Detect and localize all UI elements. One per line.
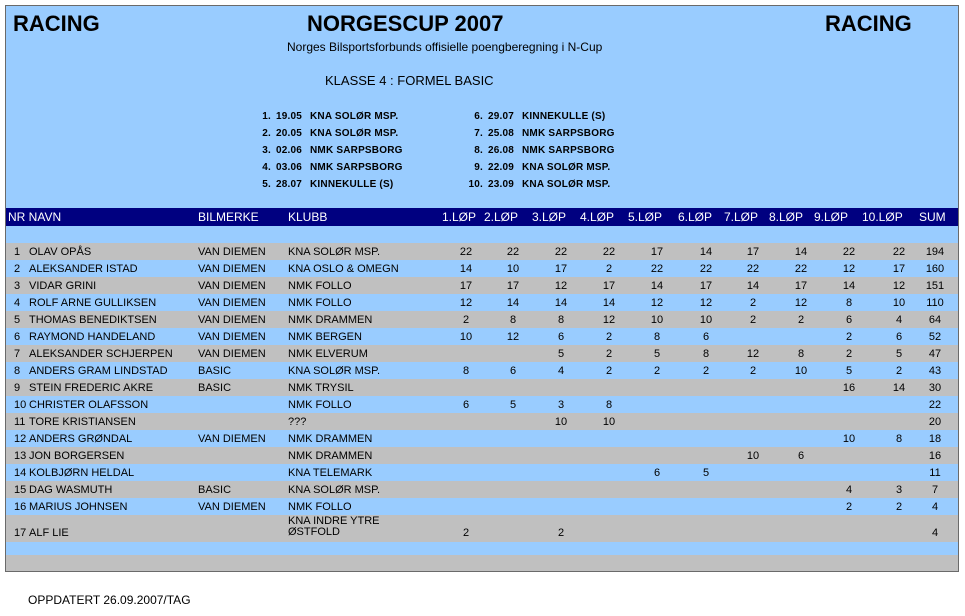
cell-lop-9: 12 <box>842 263 856 275</box>
cell-klubb: NMK FOLLO <box>288 501 352 513</box>
results-sheet <box>5 5 959 572</box>
cell-lop-2: 17 <box>506 280 520 292</box>
cell-lop-3: 8 <box>557 314 565 326</box>
race-number: 6. <box>474 111 483 122</box>
cell-lop-7: 12 <box>746 348 760 360</box>
cell-lop-7: 2 <box>749 314 757 326</box>
table-row <box>6 413 958 430</box>
table-row <box>6 328 958 345</box>
race-date: 23.09 <box>488 179 515 190</box>
cell-lop-5: 5 <box>653 348 661 360</box>
table-row <box>6 362 958 379</box>
cell-klubb: NMK FOLLO <box>288 297 352 309</box>
col-lop-8: 8.LØP <box>769 210 804 224</box>
cell-sum: 64 <box>928 314 942 326</box>
cell-lop-10: 17 <box>892 263 906 275</box>
cell-navn: KOLBJØRN HELDAL <box>29 467 135 479</box>
race-venue: KNA SOLØR MSP. <box>522 179 611 190</box>
table-spacer <box>6 542 958 555</box>
cell-lop-9: 2 <box>845 501 853 513</box>
cell-navn: THOMAS BENEDIKTSEN <box>29 314 157 326</box>
cell-navn: RAYMOND HANDELAND <box>29 331 156 343</box>
cell-sum: 194 <box>925 246 945 258</box>
table-spacer <box>6 226 958 243</box>
cell-lop-9: 22 <box>842 246 856 258</box>
cell-sum: 110 <box>926 297 944 309</box>
cell-lop-7: 22 <box>746 263 760 275</box>
cell-lop-9: 6 <box>845 314 853 326</box>
cell-lop-1: 8 <box>462 365 470 377</box>
table-row <box>6 464 958 481</box>
cell-klubb: ??? <box>288 416 307 428</box>
cell-lop-10: 6 <box>895 331 903 343</box>
race-date: 22.09 <box>488 162 515 173</box>
race-venue: NMK SARPSBORG <box>310 145 403 156</box>
col-lop-10: 10.LØP <box>862 210 903 224</box>
cell-sum: 7 <box>931 484 939 496</box>
cell-navn: ROLF ARNE GULLIKSEN <box>29 297 157 309</box>
cell-nr: 13 <box>14 450 27 462</box>
cell-navn: ALF LIE <box>29 527 69 539</box>
cell-klubb: NMK TRYSIL <box>288 382 354 394</box>
cell-lop-1: 14 <box>459 263 473 275</box>
cell-lop-6: 10 <box>699 314 713 326</box>
cell-klubb: NMK FOLLO <box>288 280 352 292</box>
cell-lop-10: 2 <box>895 501 903 513</box>
cell-nr: 2 <box>14 263 21 275</box>
cell-lop-9: 4 <box>845 484 853 496</box>
col-nr-navn: NR NAVN <box>8 210 62 224</box>
race-date: 25.08 <box>488 128 515 139</box>
subtitle: Norges Bilsportsforbunds offisielle poengberegning i N-Cup <box>287 40 603 54</box>
race-number: 4. <box>262 162 271 173</box>
cell-bilmerke: VAN DIEMEN <box>198 433 266 445</box>
race-number: 1. <box>262 111 271 122</box>
cell-navn: CHRISTER OLAFSSON <box>29 399 149 411</box>
race-entry <box>243 162 403 173</box>
cell-lop-1: 2 <box>462 527 470 539</box>
cell-sum: 20 <box>928 416 942 428</box>
cell-bilmerke: BASIC <box>198 365 232 377</box>
table-header <box>6 208 958 226</box>
cell-navn: MARIUS JOHNSEN <box>29 501 128 513</box>
cell-lop-9: 5 <box>845 365 853 377</box>
cell-lop-2: 6 <box>509 365 517 377</box>
cell-lop-2: 22 <box>506 246 520 258</box>
cell-lop-10: 22 <box>892 246 906 258</box>
table-row <box>6 243 958 260</box>
cell-lop-3: 10 <box>554 416 568 428</box>
cell-lop-10: 14 <box>892 382 906 394</box>
cell-lop-6: 22 <box>699 263 713 275</box>
race-date: 20.05 <box>276 128 303 139</box>
col-lop-6: 6.LØP <box>678 210 713 224</box>
cell-lop-5: 22 <box>650 263 664 275</box>
race-number: 5. <box>262 179 271 190</box>
cell-nr: 14 <box>14 467 27 479</box>
race-venue: NMK SARPSBORG <box>310 162 403 173</box>
cell-lop-6: 17 <box>699 280 713 292</box>
cell-nr: 15 <box>14 484 27 496</box>
cell-lop-5: 2 <box>653 365 661 377</box>
cell-lop-6: 6 <box>702 331 710 343</box>
col-lop-4: 4.LØP <box>580 210 615 224</box>
cell-lop-9: 10 <box>842 433 856 445</box>
race-entry <box>455 162 610 173</box>
cell-bilmerke: VAN DIEMEN <box>198 246 266 258</box>
cell-lop-7: 17 <box>746 246 760 258</box>
table-row <box>6 260 958 277</box>
race-venue: NMK SARPSBORG <box>522 128 615 139</box>
cell-bilmerke: VAN DIEMEN <box>198 331 266 343</box>
race-entry <box>243 128 398 139</box>
table-row <box>6 447 958 464</box>
cell-nr: 11 <box>14 416 26 428</box>
cell-lop-7: 10 <box>746 450 760 462</box>
table-row <box>6 345 958 362</box>
cell-nr: 17 <box>14 527 27 539</box>
cell-lop-10: 10 <box>892 297 906 309</box>
col-lop-3: 3.LØP <box>532 210 567 224</box>
cell-lop-3: 17 <box>554 263 568 275</box>
race-date: 28.07 <box>276 179 303 190</box>
cell-navn: VIDAR GRINI <box>29 280 97 292</box>
cell-lop-10: 5 <box>895 348 903 360</box>
cell-navn: STEIN FREDERIC AKRE <box>29 382 154 394</box>
cell-klubb: NMK DRAMMEN <box>288 433 373 445</box>
table-row <box>6 294 958 311</box>
cell-lop-8: 17 <box>794 280 808 292</box>
cell-klubb: KNA SOLØR MSP. <box>288 246 381 258</box>
cell-lop-8: 2 <box>797 314 805 326</box>
cell-lop-4: 8 <box>605 399 613 411</box>
cell-lop-9: 14 <box>842 280 856 292</box>
cell-lop-5: 14 <box>650 280 664 292</box>
table-row <box>6 277 958 294</box>
race-entry <box>455 145 615 156</box>
cell-lop-1: 6 <box>462 399 470 411</box>
cell-lop-4: 2 <box>605 348 613 360</box>
results-table-body <box>6 243 958 542</box>
cell-nr: 4 <box>14 297 21 309</box>
table-row <box>6 396 958 413</box>
cell-lop-3: 14 <box>554 297 568 309</box>
cell-lop-1: 10 <box>459 331 473 343</box>
col-lop-2: 2.LØP <box>484 210 519 224</box>
race-venue: NMK SARPSBORG <box>522 145 615 156</box>
cell-nr: 1 <box>14 246 21 258</box>
cell-lop-2: 8 <box>509 314 517 326</box>
cell-lop-9: 2 <box>845 348 853 360</box>
race-number: 8. <box>474 145 483 156</box>
cell-sum: 52 <box>928 331 942 343</box>
updated-note: OPPDATERT 26.09.2007/TAG <box>28 593 191 607</box>
cell-sum: 43 <box>928 365 942 377</box>
cell-lop-10: 2 <box>895 365 903 377</box>
cell-lop-4: 22 <box>602 246 616 258</box>
cell-lop-6: 14 <box>699 246 713 258</box>
cell-klubb: KNA OSLO & OMEGN <box>288 263 399 275</box>
cell-lop-6: 8 <box>702 348 710 360</box>
cell-lop-10: 4 <box>895 314 903 326</box>
race-venue: KNA SOLØR MSP. <box>310 128 399 139</box>
col-sum: SUM <box>919 210 946 224</box>
cell-sum: 160 <box>925 263 945 275</box>
cell-lop-7: 2 <box>749 365 757 377</box>
table-row <box>6 430 958 447</box>
cell-nr: 7 <box>14 348 21 360</box>
cell-navn: JON BORGERSEN <box>29 450 125 462</box>
cell-lop-7: 14 <box>746 280 760 292</box>
cell-navn: ANDERS GRAM LINDSTAD <box>29 365 168 377</box>
cell-bilmerke: VAN DIEMEN <box>198 263 266 275</box>
cell-lop-5: 6 <box>653 467 661 479</box>
col-lop-1: 1.LØP <box>442 210 477 224</box>
cell-bilmerke: VAN DIEMEN <box>198 280 266 292</box>
cell-lop-4: 2 <box>605 263 613 275</box>
cell-lop-1: 17 <box>459 280 473 292</box>
cell-bilmerke: BASIC <box>198 484 232 496</box>
cell-lop-4: 2 <box>605 331 613 343</box>
cell-sum: 16 <box>928 450 942 462</box>
cell-lop-5: 12 <box>650 297 664 309</box>
cell-lop-4: 12 <box>602 314 616 326</box>
cell-lop-8: 14 <box>794 246 808 258</box>
race-number: 10. <box>468 179 483 190</box>
cell-bilmerke: VAN DIEMEN <box>198 348 266 360</box>
race-date: 03.06 <box>276 162 303 173</box>
cell-sum: 30 <box>928 382 942 394</box>
cell-navn: ANDERS GRØNDAL <box>29 433 133 445</box>
cell-sum: 22 <box>928 399 942 411</box>
table-row <box>6 498 958 515</box>
race-entry <box>455 111 605 122</box>
page-title: NORGESCUP 2007 <box>307 11 504 36</box>
table-row <box>6 481 958 498</box>
cell-lop-5: 17 <box>650 246 664 258</box>
cell-lop-5: 10 <box>650 314 664 326</box>
cell-lop-4: 17 <box>602 280 616 292</box>
cell-bilmerke: BASIC <box>198 382 232 394</box>
cell-lop-4: 10 <box>602 416 616 428</box>
race-entry <box>243 179 393 190</box>
cell-lop-2: 5 <box>509 399 517 411</box>
race-venue: KINNEKULLE (S) <box>522 111 606 122</box>
cell-navn: DAG WASMUTH <box>29 484 113 496</box>
cell-lop-4: 2 <box>605 365 613 377</box>
race-entry <box>455 179 610 190</box>
cell-lop-8: 6 <box>797 450 805 462</box>
cell-lop-3: 6 <box>557 331 565 343</box>
cell-lop-10: 12 <box>892 280 906 292</box>
cell-klubb: KNA SOLØR MSP. <box>288 365 381 377</box>
cell-lop-1: 22 <box>459 246 473 258</box>
cell-klubb: NMK DRAMMEN <box>288 450 373 462</box>
cell-lop-3: 3 <box>557 399 565 411</box>
table-row <box>6 311 958 328</box>
cell-bilmerke: VAN DIEMEN <box>198 501 266 513</box>
cell-lop-8: 10 <box>794 365 808 377</box>
race-date: 02.06 <box>276 145 303 156</box>
table-row <box>6 515 958 542</box>
cell-lop-6: 12 <box>699 297 713 309</box>
race-number: 7. <box>474 128 483 139</box>
cell-lop-1: 2 <box>462 314 470 326</box>
cell-sum: 18 <box>928 433 942 445</box>
race-entry <box>243 111 398 122</box>
cell-lop-3: 22 <box>554 246 568 258</box>
race-number: 2. <box>262 128 271 139</box>
race-venue: KINNEKULLE (S) <box>310 179 394 190</box>
cell-bilmerke: VAN DIEMEN <box>198 314 266 326</box>
cell-nr: 10 <box>14 399 27 411</box>
cell-klubb: NMK DRAMMEN <box>288 314 373 326</box>
cell-navn: OLAV OPÅS <box>29 246 92 258</box>
race-number: 9. <box>474 162 483 173</box>
cell-lop-2: 14 <box>506 297 520 309</box>
cell-lop-6: 5 <box>702 467 710 479</box>
cell-klubb: NMK FOLLO <box>288 399 352 411</box>
cell-lop-9: 8 <box>845 297 853 309</box>
cell-nr: 5 <box>14 314 21 326</box>
class-title: KLASSE 4 : FORMEL BASIC <box>325 73 494 88</box>
cell-nr: 3 <box>14 280 21 292</box>
col-bilmerke: BILMERKE <box>198 210 259 224</box>
cell-bilmerke: VAN DIEMEN <box>198 297 266 309</box>
cell-nr: 8 <box>14 365 21 377</box>
cell-sum: 11 <box>929 467 941 479</box>
cell-lop-3: 2 <box>557 527 565 539</box>
race-date: 29.07 <box>488 111 515 122</box>
cell-lop-2: 10 <box>506 263 520 275</box>
cell-lop-3: 4 <box>557 365 565 377</box>
table-row <box>6 379 958 396</box>
cell-lop-9: 2 <box>845 331 853 343</box>
cell-nr: 16 <box>14 501 27 513</box>
col-lop-7: 7.LØP <box>724 210 759 224</box>
racing-label-right: RACING <box>825 11 912 36</box>
cell-lop-8: 12 <box>794 297 808 309</box>
cell-lop-9: 16 <box>842 382 856 394</box>
col-lop-9: 9.LØP <box>814 210 849 224</box>
cell-sum: 4 <box>931 527 939 539</box>
race-venue: KNA SOLØR MSP. <box>310 111 399 122</box>
cell-nr: 6 <box>14 331 21 343</box>
cell-navn: TORE KRISTIANSEN <box>29 416 136 428</box>
cell-klubb: NMK BERGEN <box>288 331 362 343</box>
race-entry <box>243 145 403 156</box>
race-venue: KNA SOLØR MSP. <box>522 162 611 173</box>
racing-label-left: RACING <box>13 11 100 36</box>
cell-klubb: KNA INDRE YTRE ØSTFOLD <box>288 515 380 538</box>
cell-lop-10: 8 <box>895 433 903 445</box>
cell-lop-5: 8 <box>653 331 661 343</box>
cell-nr: 12 <box>14 433 27 445</box>
cell-klubb: KNA SOLØR MSP. <box>288 484 381 496</box>
cell-sum: 47 <box>928 348 942 360</box>
cell-lop-6: 2 <box>702 365 710 377</box>
cell-klubb: KNA TELEMARK <box>288 467 373 479</box>
race-date: 19.05 <box>276 111 303 122</box>
cell-lop-3: 5 <box>557 348 565 360</box>
cell-lop-4: 14 <box>602 297 616 309</box>
cell-lop-8: 22 <box>794 263 808 275</box>
cell-lop-3: 12 <box>554 280 568 292</box>
cell-navn: ALEKSANDER ISTAD <box>29 263 138 275</box>
cell-lop-2: 12 <box>506 331 520 343</box>
cell-nr: 9 <box>14 382 21 394</box>
col-lop-5: 5.LØP <box>628 210 663 224</box>
cell-sum: 4 <box>931 501 939 513</box>
table-spacer <box>6 555 958 571</box>
cell-sum: 151 <box>925 280 945 292</box>
col-klubb: KLUBB <box>288 210 328 224</box>
cell-lop-10: 3 <box>895 484 903 496</box>
cell-lop-8: 8 <box>797 348 805 360</box>
race-entry <box>455 128 615 139</box>
cell-klubb: NMK ELVERUM <box>288 348 368 360</box>
cell-navn: ALEKSANDER SCHJERPEN <box>29 348 173 360</box>
race-number: 3. <box>262 145 271 156</box>
cell-lop-7: 2 <box>749 297 757 309</box>
cell-lop-1: 12 <box>459 297 473 309</box>
race-date: 26.08 <box>488 145 515 156</box>
